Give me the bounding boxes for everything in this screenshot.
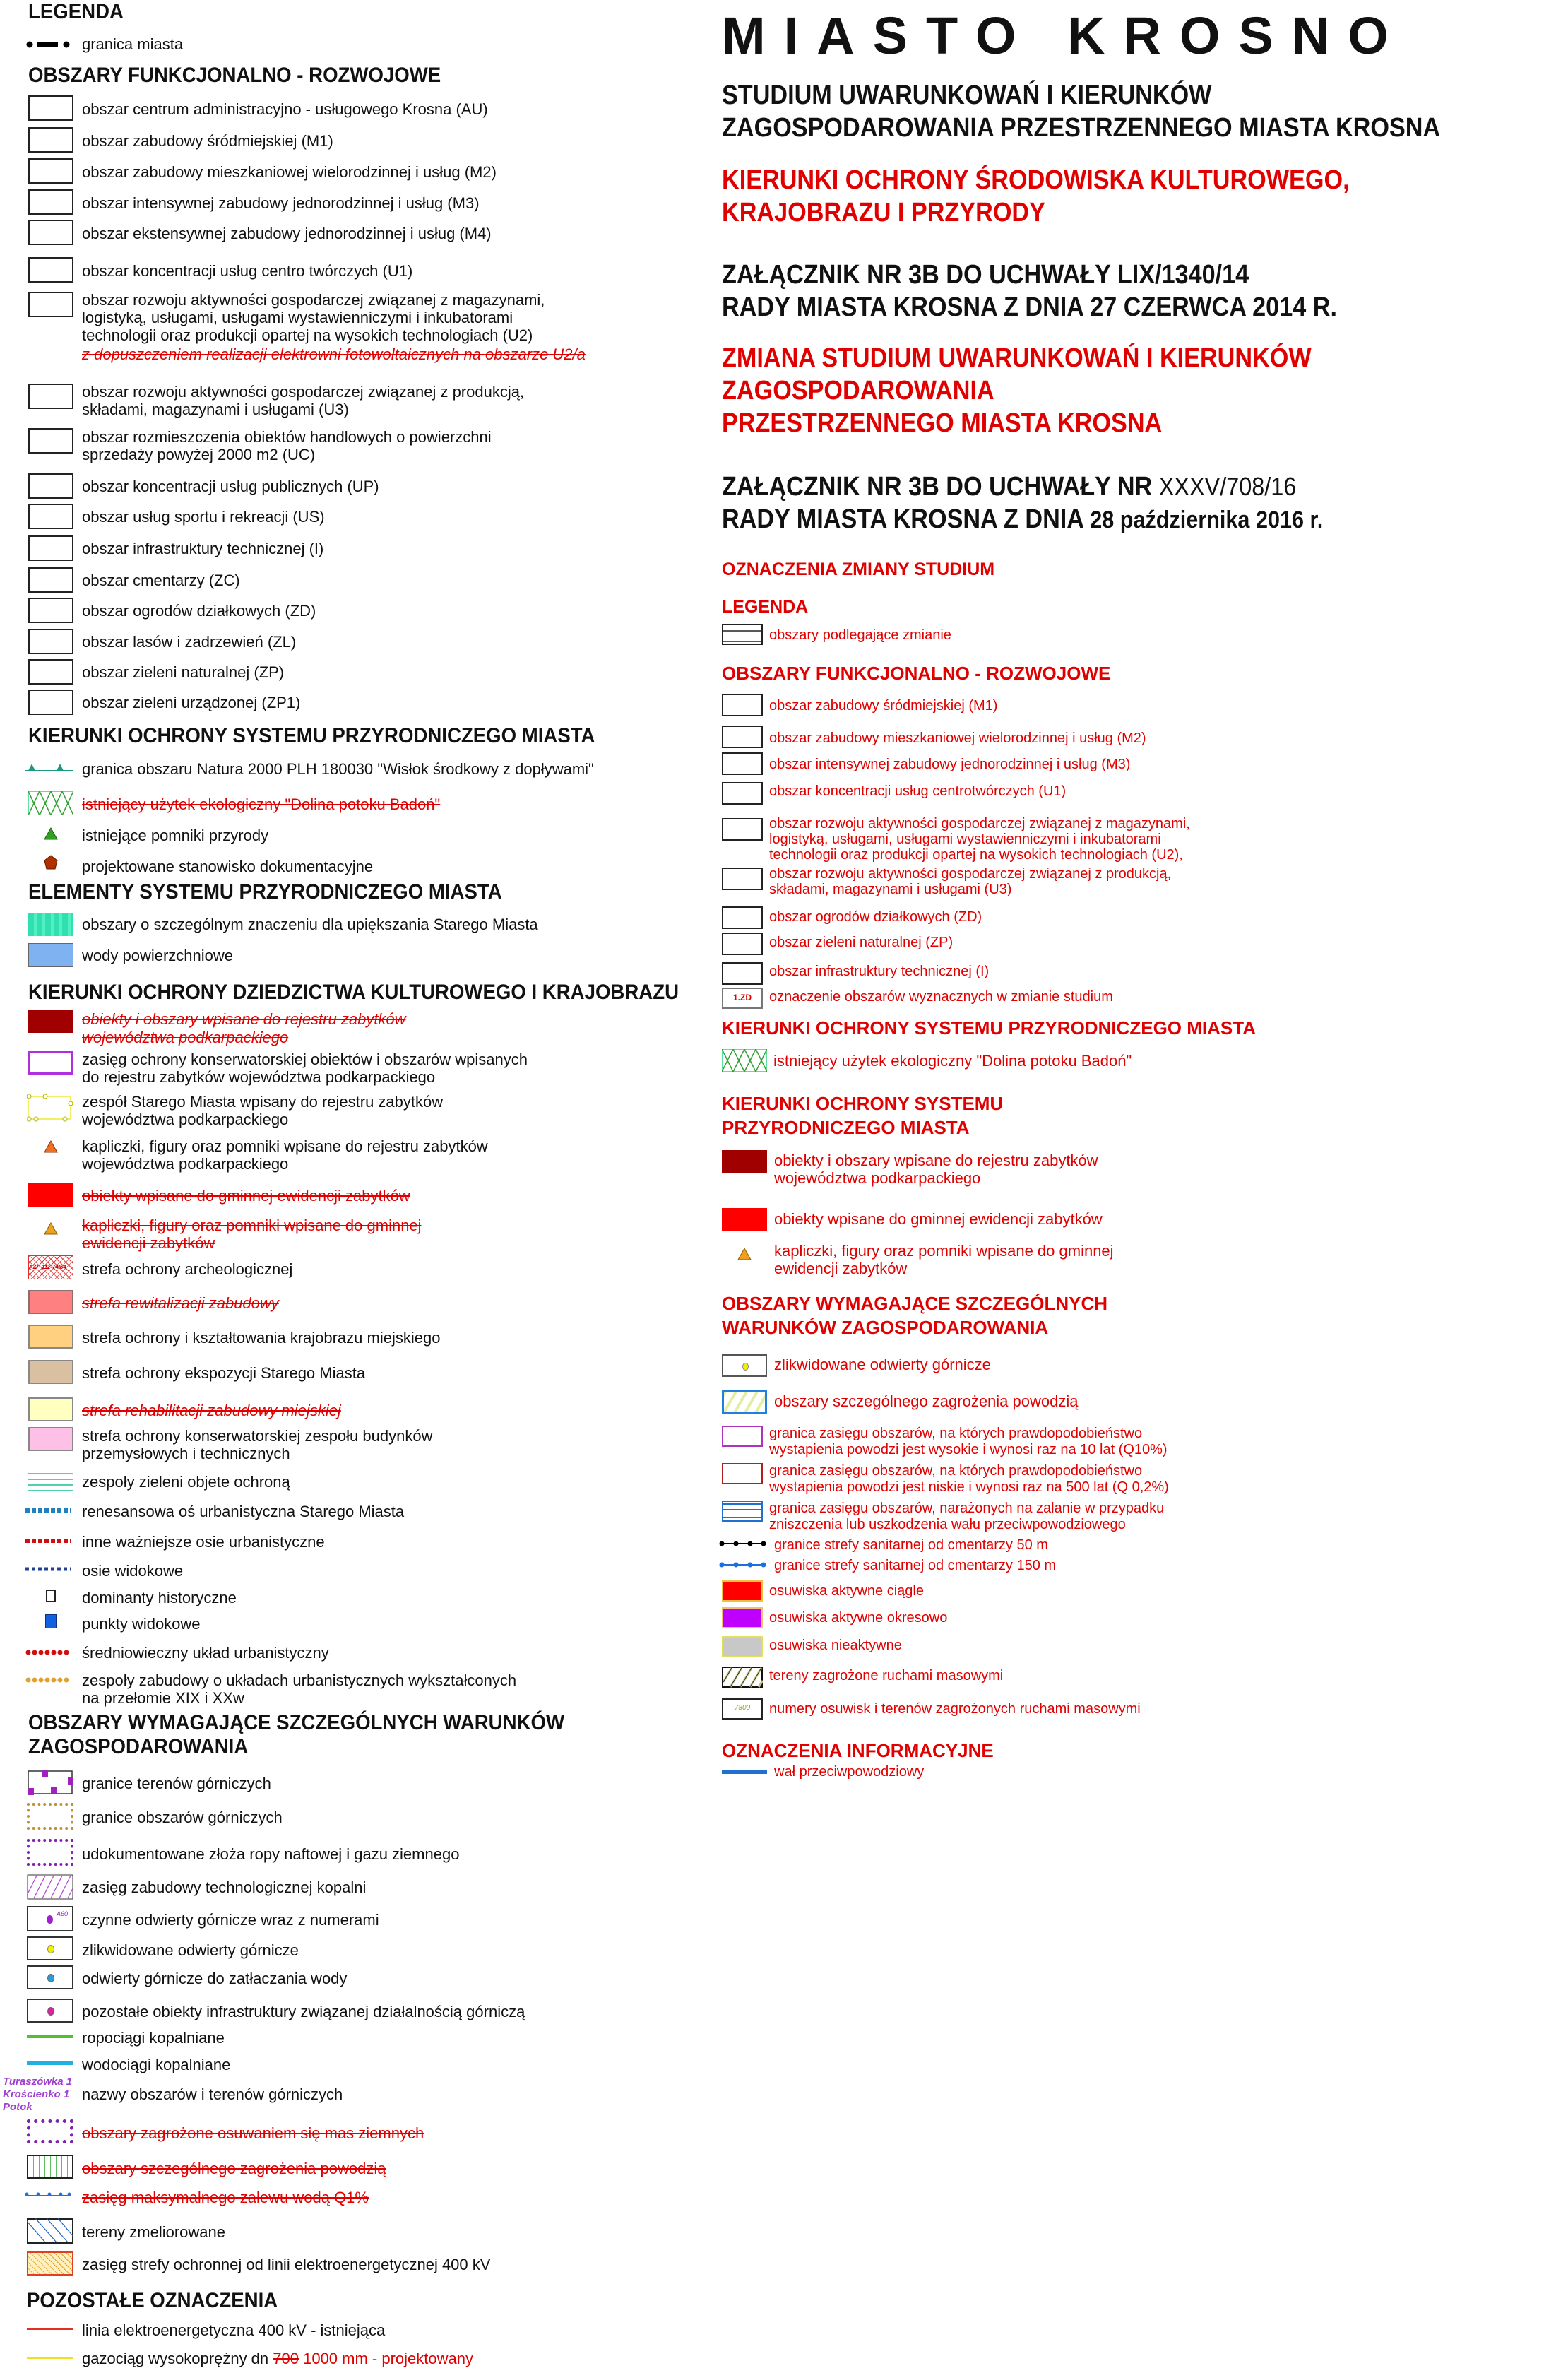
label-au: obszar centrum administracyjno - usługowego Krosna (AU)	[82, 100, 488, 118]
right-nature2-title-2: PRZYRODNICZEGO MIASTA	[722, 1117, 970, 1138]
triangle-green-icon	[44, 827, 58, 841]
industrial-fill-icon	[28, 1427, 73, 1451]
rehab-struck: strefa rehabilitacji zabudowy miejskiej	[82, 1402, 341, 1419]
mining-areas-label: granice obszarów górniczych	[82, 1809, 283, 1826]
right-gmina: obiekty wpisane do gminnej ewidencji zabytków	[774, 1210, 1103, 1228]
exposure-label: strefa ochrony ekspozycji Starego Miasta	[82, 1364, 366, 1382]
right-m1: obszar zabudowy śródmiejskiej (M1)	[769, 698, 998, 714]
cem50-line-icon	[719, 1539, 767, 1549]
right-box-i	[722, 962, 763, 985]
mining-terrain-label: granice terenów górniczych	[82, 1775, 271, 1792]
subtitle-1: KIERUNKI OCHRONY ŚRODOWISKA KULTUROWEGO,	[722, 165, 1350, 195]
xix-1: zespoły zabudowy o układach urbanistycznych wykształconych	[82, 1671, 517, 1689]
cem150: granice strefy sanitarnej od cmentarzy 150 m	[774, 1558, 1057, 1573]
legend-box-zp	[28, 659, 73, 685]
right-closed-wells-box	[722, 1354, 767, 1377]
power-zone-hatch-icon	[27, 2251, 73, 2276]
blue-dot-icon	[47, 1974, 54, 1982]
right-box-zd	[722, 906, 763, 929]
levee-label: wał przeciwpowodziowy	[774, 1764, 925, 1780]
label-m1: obszar zabudowy śródmiejskiej (M1)	[82, 132, 333, 150]
right-special-title-2: WARUNKÓW ZAGOSPODAROWANIA	[722, 1317, 1049, 1338]
num-label: numery osuwisk i terenów zagrożonych ruchami masowymi	[769, 1701, 1141, 1717]
exposure-fill-icon	[28, 1360, 73, 1384]
annex2-b: XXXV/708/16	[1158, 472, 1297, 501]
yellow-dot-icon	[47, 1945, 54, 1953]
right-box-u3	[722, 868, 763, 890]
annex2-line2	[722, 503, 1323, 536]
label-zd: obszar ogrodów działkowych (ZD)	[82, 602, 316, 620]
elements-title: ELEMENTY SYSTEMU PRZYRODNICZEGO MIASTA	[28, 880, 502, 904]
mass-move-hatch-icon	[722, 1667, 763, 1688]
right-box-u1	[722, 782, 763, 805]
label-us: obszar usług sportu i rekreacji (US)	[82, 508, 325, 526]
oil-gas-label: udokumentowane złoża ropy naftowej i gazu ziemnego	[82, 1845, 460, 1863]
city-title: MIASTO KROSNO	[722, 6, 1407, 65]
flood-struck: obszary szczególnego zagrożenia powodzią	[82, 2160, 386, 2177]
old-town-label: obszary o szczególnym znaczeniu dla upiększania Starego Miasta	[82, 916, 538, 933]
right-eco-label: istniejący użytek ekologiczny "Dolina potoku Badoń"	[773, 1052, 1132, 1070]
right-zp: obszar zieleni naturalnej (ZP)	[769, 935, 954, 950]
city-border-icon	[25, 37, 75, 52]
renaissance-axis-icon	[25, 1507, 72, 1514]
landslide-icon	[27, 2119, 73, 2143]
label-i: obszar infrastruktury technicznej (I)	[82, 540, 324, 557]
right-reg-2: województwa podkarpackiego	[774, 1169, 981, 1187]
subject-areas-icon	[722, 624, 763, 645]
mass-move: tereny zagrożone ruchami masowymi	[769, 1668, 1004, 1683]
q10-2: wystapienia powodzi jest wysokie i wynosi raz na 10 lat (Q10%)	[769, 1442, 1168, 1457]
active-wells-label: czynne odwierty górnicze wraz z numerami	[82, 1911, 379, 1929]
legend-box-us	[28, 504, 73, 529]
triangle-yellow-icon	[44, 1222, 58, 1235]
legend-title: LEGENDA	[28, 0, 124, 23]
register-struck-1: obiekty i obszary wpisane do rejestru zabytków	[82, 1010, 406, 1028]
legend-box-au	[28, 95, 73, 121]
label-uc-1: obszar rozmieszczenia obiektów handlowych o powierzchni	[82, 428, 492, 446]
right-m2: obszar zabudowy mieszkaniowej wielorodzinnej i usług (M2)	[769, 730, 1146, 746]
q02-2: wystapienia powodzi jest niskie i wynosi raz na 500 lat (Q 0,2%)	[769, 1479, 1169, 1495]
name-sample-2: Krościenko 1	[3, 2088, 70, 2100]
medieval-label: średniowieczny układ urbanistyczny	[82, 1644, 329, 1662]
natura-label: granica obszaru Natura 2000 PLH 180030 "Wisłok środkowy z dopływami"	[82, 760, 594, 778]
archeo-code: AZP 111-74/64	[29, 1264, 66, 1270]
right-zd: obszar ogrodów działkowych (ZD)	[769, 909, 982, 925]
renaissance-label: renesansowa oś urbanistyczna Starego Miasta	[82, 1503, 405, 1520]
active-wells-box	[27, 1906, 73, 1931]
subject-areas-label: obszary podlegające zmianie	[769, 627, 951, 643]
right-box-m2	[722, 726, 763, 748]
right-special-title-1: OBSZARY WYMAGAJĄCE SZCZEGÓLNYCH	[722, 1293, 1108, 1314]
levee-risk-2: zniszczenia lub uszkodzenia wału przeciwpowodziowego	[769, 1517, 1126, 1532]
chapels-gmina-struck-2: ewidencji zabytków	[82, 1234, 215, 1252]
legend-box-zd	[28, 598, 73, 623]
label-u2-struck: z dopuszczeniem realizacji elektrowni fotowoltaicznych na obszarze U2/a	[82, 345, 586, 363]
mining-areas-icon	[27, 1803, 73, 1830]
change-2: ZAGOSPODAROWANIA	[722, 376, 994, 406]
archeo-hatch-icon	[28, 1255, 73, 1279]
right-u3-2: składami, magazynami i usługami (U3)	[769, 882, 1012, 897]
label-zp1: obszar zieleni urządzonej (ZP1)	[82, 694, 301, 711]
study-2: ZAGOSPODAROWANIA PRZESTRZENNEGO MIASTA KROSNA	[722, 113, 1441, 143]
chapels-reg-2: województwa podkarpackiego	[82, 1155, 289, 1173]
functional-title: OBSZARY FUNKCJONALNO - ROZWOJOWE	[28, 64, 441, 87]
legend-box-zc	[28, 567, 73, 593]
annex2-d: 28 października 2016 r.	[1090, 507, 1324, 533]
right-u2-1: obszar rozwoju aktywności gospodarczej związanej z magazynami,	[769, 816, 1190, 832]
landscape-fill-icon	[28, 1325, 73, 1349]
city-border-label: granica miasta	[82, 35, 184, 53]
change-1: ZMIANA STUDIUM UWARUNKOWAŃ I KIERUNKÓW	[722, 343, 1312, 373]
other-mining-box	[27, 1999, 73, 2023]
landslide-struck: obszary zagrożone osuwaniem się mas ziemnych	[82, 2124, 424, 2142]
names-label: nazwy obszarów i terenów górniczych	[82, 2085, 343, 2103]
legend-box-u3	[28, 384, 73, 409]
view-axes-icon	[25, 1566, 72, 1573]
flood-hatch-icon	[27, 2155, 73, 2179]
medieval-dots-icon	[25, 1648, 72, 1657]
dominants-label: dominanty historyczne	[82, 1589, 237, 1606]
right-closed-wells: zlikwidowane odwierty górnicze	[774, 1356, 991, 1373]
xix-2: na przełomie XIX i XXw	[82, 1689, 244, 1707]
label-m4: obszar ekstensywnej zabudowy jednorodzinnej i usług (M4)	[82, 225, 492, 242]
ls-inactive-fill-icon	[722, 1636, 763, 1657]
right-box-m3	[722, 752, 763, 775]
levee-risk-icon	[722, 1501, 763, 1522]
mining-terrain-icon	[27, 1770, 75, 1797]
legend-box-uc	[28, 428, 73, 454]
right-legend-title: LEGENDA	[722, 597, 809, 617]
green-label: zespoły zieleni objete ochroną	[82, 1473, 290, 1491]
legend-box-zl	[28, 629, 73, 654]
right-eco-hatch-icon	[722, 1049, 767, 1072]
gas-prefix: gazociąg wysokoprężny dn	[82, 2350, 273, 2367]
ls-inactive: osuwiska nieaktywne	[769, 1638, 902, 1653]
old-town-fill-icon	[28, 913, 73, 936]
label-u2-2: logistyką, usługami, usługami wystawienniczymi i inkubatorami	[82, 309, 513, 326]
purple-dot-icon	[47, 1915, 53, 1924]
old-town-register-icon	[27, 1094, 75, 1122]
right-nature-title: KIERUNKI OCHRONY SYSTEMU PRZYRODNICZEGO MIASTA	[722, 1017, 1256, 1038]
special-title-2: ZAGOSPODAROWANIA	[28, 1735, 249, 1758]
right-box-u2	[722, 818, 763, 841]
industrial-1: strefa ochrony konserwatorskiej zespołu budynków	[82, 1427, 433, 1445]
q1-line-icon	[25, 2190, 72, 2199]
gas-line-icon	[27, 2357, 73, 2359]
num-sample-box: 7800	[722, 1698, 763, 1720]
cem150-line-icon	[719, 1560, 767, 1570]
legend-box-m3	[28, 189, 73, 215]
old-town-reg-1: zespół Starego Miasta wpisany do rejestru zabytków	[82, 1093, 444, 1111]
viewpoint-square-icon	[45, 1614, 57, 1628]
legend-box-m2	[28, 158, 73, 184]
annex2-c: RADY MIASTA KROSNA Z DNIA	[722, 504, 1091, 534]
revital-struck: strefa rewitalizacji zabudowy	[82, 1294, 279, 1312]
closed-wells-box	[27, 1936, 73, 1960]
pentagon-icon	[44, 855, 58, 870]
nature-title: KIERUNKI OCHRONY SYSTEMU PRZYRODNICZEGO MIASTA	[28, 724, 595, 747]
eco-struck-label: istniejący użytek ekologiczny "Dolina potoku Badoń"	[82, 795, 441, 813]
gmina-fill-icon	[28, 1183, 73, 1207]
right-yellow-dot-icon	[742, 1363, 749, 1371]
oil-pipe-icon	[27, 2035, 73, 2038]
name-sample-1: Turaszówka 1	[3, 2076, 73, 2088]
right-reg-1: obiekty i obszary wpisane do rejestru zabytków	[774, 1152, 1098, 1169]
other-title: POZOSTAŁE OZNACZENIA	[27, 2289, 278, 2312]
levee-risk-1: granica zasięgu obszarów, narażonych na zalanie w przypadku	[769, 1501, 1165, 1516]
register-fill-icon	[28, 1010, 73, 1033]
green-lines-icon	[28, 1472, 73, 1492]
code-label: oznaczenie obszarów wyznacznych w zmianie studium	[769, 989, 1113, 1005]
xix-dots-icon	[25, 1676, 72, 1684]
label-uc-2: sprzedaży powyżej 2000 m2 (UC)	[82, 446, 316, 463]
study-1: STUDIUM UWARUNKOWAŃ I KIERUNKÓW	[722, 81, 1212, 110]
water-pipes-label: wodociągi kopalniane	[82, 2056, 231, 2073]
label-m2: obszar zabudowy mieszkaniowej wielorodzinnej i usług (M2)	[82, 163, 497, 181]
right-u2-2: logistyką, usługami, usługami wystawienniczymi i inkubatorami	[769, 832, 1161, 847]
magenta-dot-icon	[47, 2007, 54, 2016]
oil-gas-icon	[27, 1839, 73, 1866]
label-u2-3: technologii oraz produkcji opartej na wysokich technologiach (U2)	[82, 326, 533, 344]
label-u3-2: składami, magazynami i usługami (U3)	[82, 401, 349, 418]
legend-box-u2	[28, 292, 73, 317]
annex1-1: ZAŁĄCZNIK NR 3B DO UCHWAŁY LIX/1340/14	[722, 260, 1249, 290]
landscape-label: strefa ochrony i kształtowania krajobrazu miejskiego	[82, 1329, 441, 1347]
levee-line-icon	[722, 1770, 767, 1774]
right-i: obszar infrastruktury technicznej (I)	[769, 964, 990, 979]
right-chapels-2: ewidencji zabytków	[774, 1260, 908, 1277]
water-wells-label: odwierty górnicze do zatłaczania wody	[82, 1970, 348, 1987]
gas-label	[82, 2350, 473, 2367]
triangle-orange-icon	[44, 1140, 58, 1153]
other-axes-label: inne ważniejsze osie urbanistyczne	[82, 1533, 325, 1551]
q02-box-icon	[722, 1463, 763, 1484]
q10-1: granica zasięgu obszarów, na których prawdopodobieństwo	[769, 1426, 1143, 1441]
right-gmina-fill-icon	[722, 1208, 767, 1231]
conservation-box-icon	[28, 1051, 73, 1075]
right-flood-icon	[722, 1390, 767, 1414]
annex2-a: ZAŁĄCZNIK NR 3B DO UCHWAŁY NR	[722, 472, 1159, 502]
eco-hatch-icon	[28, 791, 73, 815]
right-register-fill-icon	[722, 1150, 767, 1173]
label-up: obszar koncentracji usług publicznych (UP)	[82, 478, 379, 495]
label-u3-1: obszar rozwoju aktywności gospodarczej związanej z produkcją,	[82, 383, 525, 401]
right-nature2-title	[722, 1091, 1003, 1140]
label-u1: obszar koncentracji usług centro twórczych (U1)	[82, 262, 413, 280]
right-chapels-1: kapliczki, figury oraz pomniki wpisane do gminnej	[774, 1242, 1114, 1260]
old-town-reg-2: województwa podkarpackiego	[82, 1111, 289, 1128]
legend-box-m1	[28, 127, 73, 153]
power-line-icon	[27, 2328, 73, 2330]
view-axes-label: osie widokowe	[82, 1562, 184, 1580]
well-code: A60	[57, 1910, 69, 1917]
annex2-line1	[722, 471, 1296, 503]
chapels-gmina-struck-1: kapliczki, figury oraz pomniki wpisane do gminnej	[82, 1217, 422, 1234]
revital-fill-icon	[28, 1290, 73, 1314]
doc-site-label: projektowane stanowisko dokumentacyjne	[82, 858, 374, 875]
label-zp: obszar zieleni naturalnej (ZP)	[82, 663, 285, 681]
oil-pipes-label: ropociągi kopalniane	[82, 2029, 225, 2047]
gas-new: 1000 mm - projektowany	[298, 2350, 473, 2367]
right-u1: obszar koncentracji usług centrotwórczych (U1)	[769, 783, 1067, 799]
other-mining-label: pozostałe obiekty infrastruktury związanej działalnością górniczą	[82, 2003, 525, 2020]
right-triangle-yellow-icon	[737, 1248, 752, 1260]
changes-title: OZNACZENIA ZMIANY STUDIUM	[722, 560, 995, 579]
cem50: granice strefy sanitarnej od cmentarzy 50 m	[774, 1537, 1048, 1553]
closed-wells-label: zlikwidowane odwierty górnicze	[82, 1941, 299, 1959]
power-line-label: linia elektroenergetyczna 400 kV - istniejąca	[82, 2321, 386, 2339]
water-label: wody powierzchniowe	[82, 947, 233, 964]
code-sample-box: 1.ZD	[722, 988, 763, 1009]
natura-border-icon	[25, 759, 75, 774]
power-zone-label: zasięg strefy ochronnej od linii elektroenergetycznej 400 kV	[82, 2256, 491, 2273]
label-zc: obszar cmentarzy (ZC)	[82, 572, 240, 589]
right-box-zp	[722, 933, 763, 955]
q1-struck: zasięg maksymalnego zalewu wodą Q1%	[82, 2189, 369, 2206]
legend-box-i	[28, 535, 73, 561]
ls-period-fill-icon	[722, 1607, 763, 1628]
drained-hatch-icon	[27, 2218, 73, 2244]
gmina-struck: obiekty wpisane do gminnej ewidencji zabytków	[82, 1187, 410, 1205]
q10-box-icon	[722, 1426, 763, 1447]
label-m3: obszar intensywnej zabudowy jednorodzinnej i usług (M3)	[82, 194, 480, 212]
legend-box-u1	[28, 257, 73, 283]
right-func-title: OBSZARY FUNKCJONALNO - ROZWOJOWE	[722, 663, 1111, 684]
legend-box-m4	[28, 220, 73, 245]
ls-cont-fill-icon	[722, 1580, 763, 1602]
water-wells-box	[27, 1965, 73, 1989]
rehab-fill-icon	[28, 1397, 73, 1421]
right-u3-1: obszar rozwoju aktywności gospodarczej związanej z produkcją,	[769, 866, 1172, 882]
right-special-title	[722, 1291, 1107, 1339]
right-flood: obszary szczególnego zagrożenia powodzią	[774, 1392, 1079, 1410]
mine-tech-label: zasięg zabudowy technologicznej kopalni	[82, 1878, 367, 1896]
info-title: OZNACZENIA INFORMACYJNE	[722, 1740, 994, 1761]
heritage-title: KIERUNKI OCHRONY DZIEDZICTWA KULTUROWEGO I KRAJOBRAZU	[28, 981, 679, 1004]
right-m3: obszar intensywnej zabudowy jednorodzinnej i usług (M3)	[769, 757, 1131, 772]
register-struck-2: województwa podkarpackiego	[82, 1029, 289, 1046]
viewpoints-label: punkty widokowe	[82, 1615, 201, 1633]
annex1-2: RADY MIASTA KROSNA Z DNIA 27 CZERWCA 2014 R.	[722, 292, 1337, 322]
q02-1: granica zasięgu obszarów, na których prawdopodobieństwo	[769, 1463, 1143, 1479]
right-nature2-title-1: KIERUNKI OCHRONY SYSTEMU	[722, 1093, 1004, 1114]
conservation-1: zasięg ochrony konserwatorskiej obiektów i obszarów wpisanych	[82, 1051, 528, 1068]
conservation-2: do rejestru zabytków województwa podkarpackiego	[82, 1068, 436, 1086]
gas-struck: 700	[273, 2350, 299, 2367]
subtitle-2: KRAJOBRAZU I PRZYRODY	[722, 198, 1045, 227]
chapels-reg-1: kapliczki, figury oraz pomniki wpisane do rejestru zabytków	[82, 1137, 488, 1155]
monuments-label: istniejące pomniki przyrody	[82, 827, 269, 844]
right-box-m1	[722, 694, 763, 716]
archeo-label: strefa ochrony archeologicznej	[82, 1260, 293, 1278]
mining-names-sample	[3, 2076, 72, 2114]
legend-box-up	[28, 473, 73, 499]
label-zl: obszar lasów i zadrzewień (ZL)	[82, 633, 297, 651]
ls-period: osuwiska aktywne okresowo	[769, 1610, 948, 1626]
name-sample-3: Potok	[3, 2101, 32, 2113]
water-pipe-icon	[27, 2061, 73, 2065]
dominant-square-icon	[46, 1590, 56, 1602]
special-title-1: OBSZARY WYMAGAJĄCE SZCZEGÓLNYCH WARUNKÓW	[28, 1711, 564, 1734]
drained-label: tereny zmeliorowane	[82, 2223, 225, 2241]
right-u2-3: technologii oraz produkcji opartej na wysokich technologiach (U2),	[769, 847, 1183, 863]
legend-box-zp1	[28, 690, 73, 715]
ls-cont: osuwiska aktywne ciągle	[769, 1583, 924, 1599]
other-axes-icon	[25, 1537, 72, 1544]
label-u2-1: obszar rozwoju aktywności gospodarczej związanej z magazynami,	[82, 291, 545, 309]
mine-tech-hatch-icon	[27, 1874, 73, 1900]
water-fill-icon	[28, 943, 73, 967]
change-3: PRZESTRZENNEGO MIASTA KROSNA	[722, 408, 1163, 438]
industrial-2: przemysłowych i technicznych	[82, 1445, 290, 1462]
